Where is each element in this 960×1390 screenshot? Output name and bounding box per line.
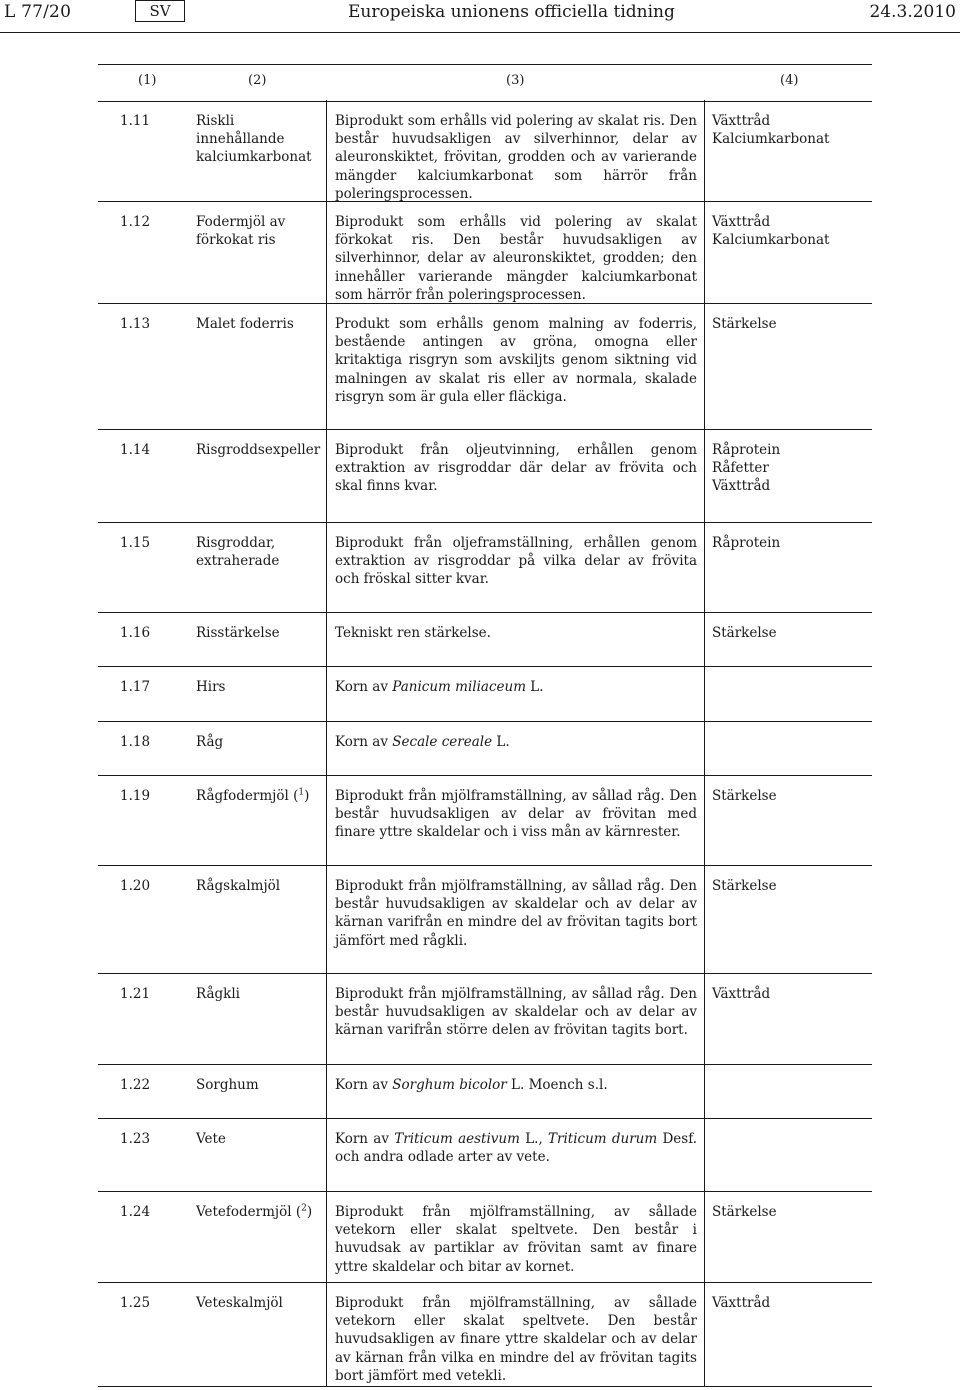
item-number: 1.20 bbox=[120, 878, 151, 894]
item-number: 1.17 bbox=[120, 679, 151, 695]
description: Biprodukt från mjölframställning, av sållade vetekorn eller skalat speltvete. Den består i huvudsak av partiklar av frövitan samt av finare yttre skaldelar och bitar av kornet. bbox=[335, 1204, 697, 1275]
table-row bbox=[98, 612, 872, 667]
declared-properties bbox=[712, 534, 862, 552]
feed-material-name-text: Malet foderris bbox=[196, 316, 294, 332]
table-row bbox=[98, 666, 872, 722]
description-text: Korn av bbox=[335, 734, 393, 750]
feed-material-name bbox=[196, 112, 318, 167]
description: Biprodukt från mjölframställning, av sållad råg. Den består huvudsakligen av skaldelar och av delar av kärnan varifrån en mindre del av frövitan tagits bort jämfört med rågkli. bbox=[335, 878, 697, 949]
column-divider bbox=[326, 721, 327, 775]
table-row bbox=[98, 1064, 872, 1119]
property-item: Stärkelse bbox=[712, 788, 777, 804]
column-header-3: (3) bbox=[506, 73, 525, 88]
declared-properties bbox=[712, 877, 862, 895]
table-row bbox=[98, 721, 872, 776]
description-text: L. bbox=[526, 679, 544, 695]
description bbox=[335, 733, 697, 751]
species-name: Secale cereale bbox=[392, 734, 493, 750]
column-divider bbox=[704, 666, 705, 721]
description: Produkt som erhålls genom malning av foderris, bestående antingen av gröna, omogna eller kritaktiga risgryn som avskiljts genom siktning vid malningen av skalat ris eller av normala, skalade risgryn som är gula eller fläckiga. bbox=[335, 316, 697, 405]
column-divider bbox=[326, 973, 327, 1064]
item-number: 1.21 bbox=[120, 986, 151, 1002]
table-row bbox=[98, 100, 872, 202]
description: Biprodukt från mjölframställning, av sållad råg. Den består huvudsakligen av delar av frövitan med finare yttre skaldelar och i viss mån av kärnrester. bbox=[335, 788, 697, 841]
description bbox=[335, 1130, 697, 1166]
column-divider bbox=[704, 100, 705, 201]
footnote-marker: 1 bbox=[298, 787, 305, 798]
column-divider bbox=[704, 973, 705, 1064]
feed-material-name bbox=[196, 733, 318, 751]
feed-material-name bbox=[196, 678, 318, 696]
column-divider bbox=[704, 775, 705, 865]
feed-material-name bbox=[196, 441, 321, 459]
description-text: Desf. och andra odlade arter av vete. bbox=[335, 1131, 697, 1166]
item-number: 1.14 bbox=[120, 442, 151, 458]
feed-material-name-text: Rågfodermjöl bbox=[196, 788, 289, 804]
description-text: L., bbox=[519, 1131, 549, 1147]
feed-material-name-text: Rågskalmjöl bbox=[196, 878, 281, 894]
column-divider bbox=[704, 721, 705, 775]
feed-material-name bbox=[196, 1294, 318, 1312]
item-number: 1.16 bbox=[120, 625, 151, 641]
item-number: 1.22 bbox=[120, 1077, 151, 1093]
description: Biprodukt som erhålls vid polering av skalat förkokat ris. Den består huvudsakligen av silverhinnor, delar av aleuronskiktet, grodden; den innehåller varierande mängder kalciumkarbonat som härrör från poleringsprocessen. bbox=[335, 214, 697, 303]
item-number: 1.24 bbox=[120, 1204, 151, 1220]
feed-material-name-text: Sorghum bbox=[196, 1077, 259, 1093]
description-text: Korn av bbox=[335, 1077, 393, 1093]
feed-material-name bbox=[196, 1130, 318, 1148]
property-item: Stärkelse bbox=[712, 625, 777, 641]
publication-date: 24.3.2010 bbox=[869, 2, 956, 22]
property-item: Råfetter bbox=[712, 460, 769, 477]
column-divider bbox=[326, 775, 327, 865]
page-header bbox=[0, 0, 960, 28]
declared-properties bbox=[712, 985, 862, 1003]
property-item: Stärkelse bbox=[712, 878, 777, 894]
feed-material-name-text: Vete bbox=[196, 1131, 226, 1147]
feed-material-name bbox=[196, 213, 318, 249]
table-row bbox=[98, 303, 872, 430]
species-name: Triticum aestivum bbox=[394, 1131, 520, 1147]
feed-material-name-text: Risstärkelse bbox=[196, 625, 280, 641]
column-divider bbox=[326, 1064, 327, 1118]
feed-material-name bbox=[196, 315, 318, 333]
item-number: 1.11 bbox=[120, 113, 151, 129]
column-divider bbox=[704, 429, 705, 522]
page-reference: L 77/20 bbox=[4, 2, 72, 22]
declared-properties bbox=[712, 441, 862, 496]
description: Biprodukt från oljeframställning, erhållen genom extraktion av risgroddar på vilka delar av frövita och fröskal sitter kvar. bbox=[335, 535, 697, 588]
column-header-4: (4) bbox=[780, 73, 799, 88]
column-divider bbox=[704, 1282, 705, 1386]
feed-material-name-text: Rågkli bbox=[196, 986, 240, 1002]
column-divider bbox=[704, 1191, 705, 1282]
property-item: Växttråd bbox=[712, 113, 771, 129]
declared-properties bbox=[712, 112, 862, 148]
column-divider bbox=[326, 303, 327, 429]
description: Biprodukt från mjölframställning, av sållade vetekorn eller skalat speltvete. Den består huvudsakligen av finare yttre skaldelar och av delar av kärnan från vilka en mindre del av frövitan tagits bort jämfört med vetekli. bbox=[335, 1295, 697, 1384]
property-item: Växttråd bbox=[712, 214, 771, 230]
table-row bbox=[98, 522, 872, 613]
column-divider bbox=[704, 522, 705, 612]
description-text: L. bbox=[492, 734, 510, 750]
property-item: Råprotein bbox=[712, 535, 781, 551]
description bbox=[335, 1076, 697, 1094]
table-row bbox=[98, 1282, 872, 1387]
column-divider bbox=[704, 865, 705, 973]
item-number: 1.19 bbox=[120, 788, 151, 804]
feed-material-name-text: Risgroddsexpeller bbox=[196, 442, 321, 458]
column-divider bbox=[326, 201, 327, 303]
declared-properties bbox=[712, 213, 862, 249]
table-row bbox=[98, 775, 872, 866]
feed-material-name-text: Vetefodermjöl bbox=[196, 1204, 292, 1220]
table-column-headers bbox=[98, 64, 872, 102]
feed-material-name bbox=[196, 877, 318, 895]
declared-properties bbox=[712, 315, 862, 333]
column-divider bbox=[326, 429, 327, 522]
item-number: 1.12 bbox=[120, 214, 151, 230]
feed-material-name-text: Fodermjöl av förkokat ris bbox=[196, 214, 286, 249]
species-name: Triticum durum bbox=[548, 1131, 658, 1147]
item-number: 1.25 bbox=[120, 1295, 151, 1311]
column-divider bbox=[326, 100, 327, 201]
declared-properties bbox=[712, 1294, 862, 1312]
column-header-1: (1) bbox=[138, 73, 157, 88]
column-header-2: (2) bbox=[248, 73, 267, 88]
feed-material-name-text: Riskli innehållande kalciumkarbonat bbox=[196, 113, 312, 166]
column-divider bbox=[704, 1064, 705, 1118]
feed-material-name-text: Veteskalmjöl bbox=[196, 1295, 283, 1311]
feed-material-name-text: Risgroddar, extraherade bbox=[196, 535, 280, 570]
description: Biprodukt från mjölframställning, av sållad råg. Den består huvudsakligen av skaldelar och av delar av kärnan varifrån större delen av frövitan tagits bort. bbox=[335, 986, 697, 1039]
declared-properties bbox=[712, 1203, 862, 1221]
header-rule bbox=[0, 32, 960, 33]
item-number: 1.23 bbox=[120, 1131, 151, 1147]
property-item: Råprotein bbox=[712, 442, 781, 458]
description-text: Korn av bbox=[335, 1131, 395, 1147]
column-divider bbox=[704, 303, 705, 429]
column-divider bbox=[704, 612, 705, 666]
feed-material-name: Vetefodermjöl ($^2$) bbox=[196, 1203, 313, 1220]
description: Biprodukt från oljeutvinning, erhållen genom extraktion av risgroddar där delar av frövita och skal finns kvar. bbox=[335, 442, 697, 495]
description: Biprodukt som erhålls vid polering av skalat ris. Den består huvudsakligen av silverhinnor, delar av aleuronskiktet, frövitan, grodden och av varierande mängder kalciumkarbonat som härrör från poleringsprocessen. bbox=[335, 113, 697, 202]
declared-properties bbox=[712, 624, 862, 642]
property-item: Stärkelse bbox=[712, 316, 777, 332]
table-row bbox=[98, 1191, 872, 1283]
column-divider bbox=[326, 1191, 327, 1282]
declared-properties bbox=[712, 787, 862, 805]
property-item: Växttråd bbox=[712, 1295, 771, 1311]
feed-material-name bbox=[196, 1076, 318, 1094]
table-row bbox=[98, 865, 872, 974]
feed-material-name-text: Råg bbox=[196, 734, 224, 750]
feed-material-name bbox=[196, 534, 318, 570]
species-name: Sorghum bicolor bbox=[392, 1077, 507, 1093]
species-name: Panicum miliaceum bbox=[392, 679, 526, 695]
column-divider bbox=[704, 1118, 705, 1191]
column-divider bbox=[704, 201, 705, 303]
table-row bbox=[98, 1118, 872, 1192]
column-divider bbox=[326, 522, 327, 612]
property-item: Kalciumkarbonat bbox=[712, 232, 830, 249]
description bbox=[335, 678, 697, 696]
property-item: Stärkelse bbox=[712, 1204, 777, 1220]
column-divider bbox=[326, 865, 327, 973]
description-text: L. Moench s.l. bbox=[506, 1077, 608, 1093]
column-divider bbox=[326, 612, 327, 666]
column-divider bbox=[326, 1118, 327, 1191]
item-number: 1.18 bbox=[120, 734, 151, 750]
footnote-marker: 2 bbox=[301, 1203, 307, 1214]
table-row bbox=[98, 201, 872, 304]
property-item: Kalciumkarbonat bbox=[712, 131, 830, 148]
feed-material-name bbox=[196, 985, 318, 1003]
column-divider bbox=[326, 1282, 327, 1386]
feed-material-name bbox=[196, 624, 318, 642]
property-item: Växttråd bbox=[712, 986, 771, 1002]
language-badge: SV bbox=[135, 0, 185, 22]
table-row bbox=[98, 973, 872, 1065]
column-divider bbox=[326, 666, 327, 721]
item-number: 1.15 bbox=[120, 535, 151, 551]
table-row bbox=[98, 429, 872, 523]
journal-title: Europeiska unionens officiella tidning bbox=[348, 2, 675, 22]
property-item: Växttråd bbox=[712, 478, 771, 495]
item-number: 1.13 bbox=[120, 316, 151, 332]
description-text: Korn av bbox=[335, 679, 393, 695]
feed-material-name-text: Hirs bbox=[196, 679, 226, 695]
feed-material-name: Rågfodermjöl ($^1$) bbox=[196, 787, 310, 804]
description: Tekniskt ren stärkelse. bbox=[335, 625, 491, 641]
